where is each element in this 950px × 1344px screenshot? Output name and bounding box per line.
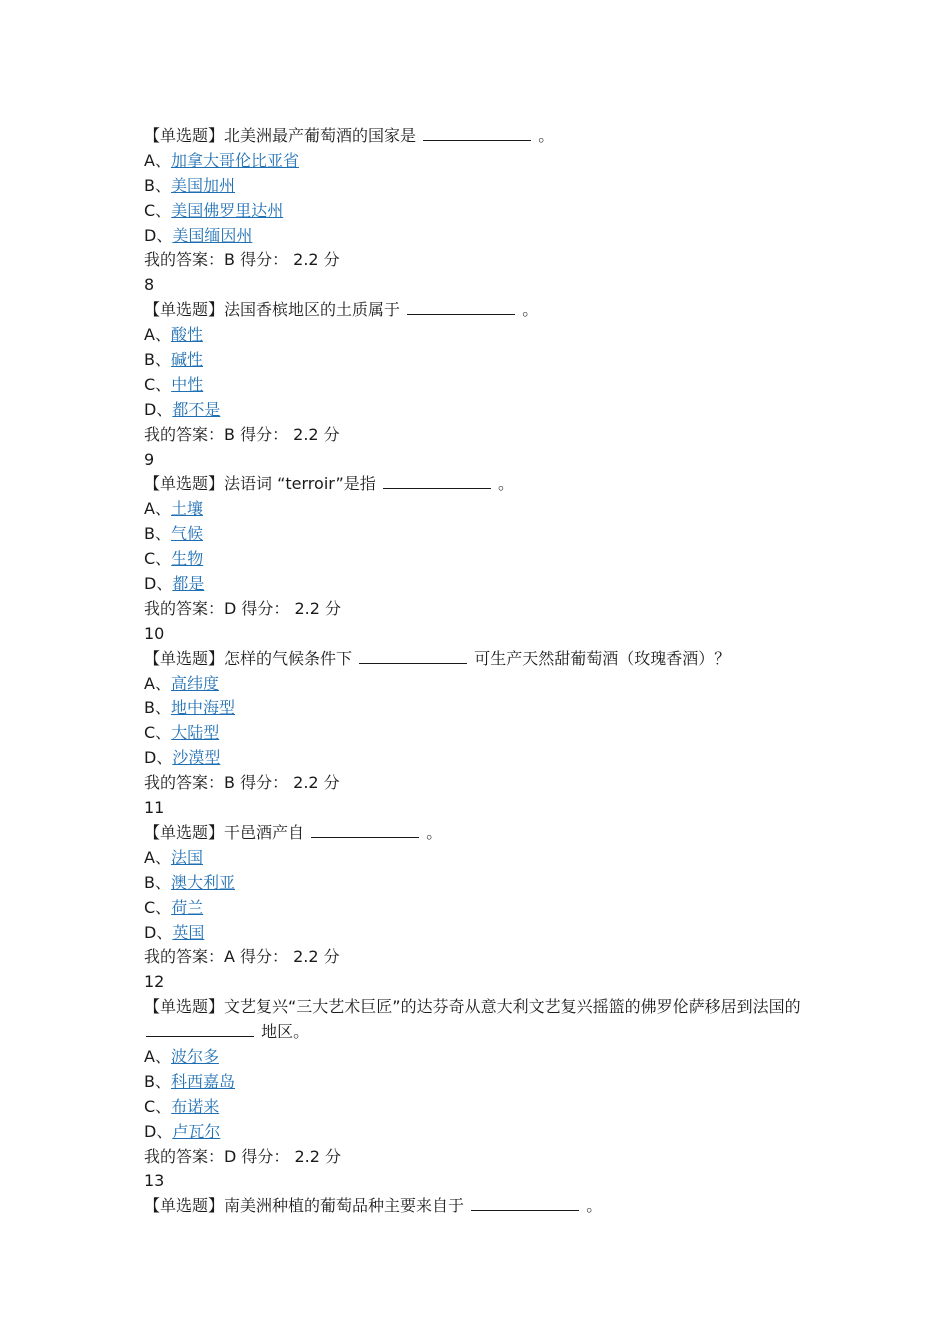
option-letter: B、 bbox=[144, 698, 171, 718]
question-stem-text: 南美洲种植的葡萄品种主要来自于 bbox=[224, 1196, 465, 1216]
option-row bbox=[144, 1045, 824, 1070]
answer-blank bbox=[146, 1022, 254, 1037]
question-type-tag: 【单选题】 bbox=[144, 1196, 225, 1216]
option-row bbox=[144, 547, 824, 572]
option-letter: C、 bbox=[144, 723, 172, 743]
option-letter: A、 bbox=[144, 150, 171, 170]
option-letter: C、 bbox=[144, 549, 172, 569]
option-letter: D、 bbox=[144, 748, 173, 768]
question-stem bbox=[144, 821, 824, 846]
question-type-tag: 【单选题】 bbox=[144, 126, 225, 145]
question-type-tag: 【单选题】 bbox=[144, 474, 225, 494]
my-answer-line: 我的答案：D 得分： 2.2 分 bbox=[144, 1146, 342, 1166]
option-row bbox=[144, 224, 824, 249]
question-stem bbox=[144, 1194, 824, 1219]
question-stem-text: 干邑酒产自 bbox=[224, 822, 305, 842]
option-row bbox=[144, 398, 824, 423]
option-link[interactable]: 英国 bbox=[172, 922, 205, 942]
answer-blank bbox=[407, 300, 515, 315]
option-letter: A、 bbox=[144, 673, 171, 693]
option-link[interactable]: 都是 bbox=[172, 574, 205, 594]
option-row bbox=[144, 672, 824, 697]
option-letter: D、 bbox=[144, 922, 173, 942]
option-row bbox=[144, 871, 824, 896]
option-letter: B、 bbox=[144, 872, 171, 892]
answer-blank bbox=[383, 474, 491, 489]
option-letter: B、 bbox=[144, 175, 171, 195]
option-row bbox=[144, 373, 824, 398]
question-block bbox=[144, 796, 824, 970]
my-answer-line: 我的答案：B 得分： 2.2 分 bbox=[144, 773, 340, 793]
question-stem bbox=[144, 647, 824, 672]
option-row bbox=[144, 1120, 824, 1145]
option-link[interactable]: 波尔多 bbox=[170, 1046, 219, 1066]
option-link[interactable]: 高纬度 bbox=[170, 673, 219, 693]
option-link[interactable]: 大陆型 bbox=[171, 723, 220, 743]
option-link[interactable]: 美国加州 bbox=[170, 175, 235, 195]
option-link[interactable]: 沙漠型 bbox=[172, 748, 221, 768]
question-number: 12 bbox=[144, 972, 165, 992]
question-stem-tail: 。 bbox=[498, 474, 515, 494]
question-stem bbox=[144, 124, 824, 149]
option-letter: C、 bbox=[144, 897, 172, 917]
question-stem-text: 怎样的气候条件下 bbox=[224, 648, 353, 668]
option-row bbox=[144, 721, 824, 746]
option-link[interactable]: 都不是 bbox=[172, 399, 221, 419]
option-letter: C、 bbox=[144, 200, 172, 220]
question-number: 9 bbox=[144, 449, 155, 469]
option-letter: D、 bbox=[144, 574, 173, 594]
question-type-tag: 【单选题】 bbox=[144, 648, 225, 668]
question-stem-tail: 。 bbox=[426, 822, 443, 842]
question-number: 13 bbox=[144, 1171, 165, 1191]
option-link[interactable]: 布诺来 bbox=[171, 1096, 220, 1116]
option-link[interactable]: 碱性 bbox=[170, 350, 203, 370]
option-link[interactable]: 加拿大哥伦比亚省 bbox=[170, 150, 299, 170]
option-letter: D、 bbox=[144, 399, 173, 419]
option-link[interactable]: 气候 bbox=[170, 524, 203, 544]
option-link[interactable]: 土壤 bbox=[170, 499, 203, 519]
question-type-tag: 【单选题】 bbox=[144, 822, 225, 842]
question-stem-text: 北美洲最产葡萄酒的国家是 bbox=[224, 126, 417, 145]
question-stem-tail: 。 bbox=[586, 1196, 603, 1216]
document-body bbox=[144, 124, 824, 1219]
option-letter: B、 bbox=[144, 524, 171, 544]
option-link[interactable]: 澳大利亚 bbox=[170, 872, 235, 892]
my-answer-line: 我的答案：A 得分： 2.2 分 bbox=[144, 947, 340, 967]
option-row bbox=[144, 896, 824, 921]
answer-blank bbox=[359, 649, 467, 664]
option-letter: A、 bbox=[144, 325, 171, 345]
option-link[interactable]: 荷兰 bbox=[171, 897, 204, 917]
question-number: 8 bbox=[144, 275, 155, 295]
question-stem-tail: 可生产天然甜葡萄酒（玫瑰香酒）？ bbox=[474, 648, 731, 668]
option-row bbox=[144, 149, 824, 174]
option-letter: A、 bbox=[144, 847, 171, 867]
option-row bbox=[144, 348, 824, 373]
option-row bbox=[144, 846, 824, 871]
question-block bbox=[144, 1169, 824, 1219]
question-block bbox=[144, 448, 824, 622]
option-link[interactable]: 美国缅因州 bbox=[172, 225, 253, 245]
question-stem-tail: 。 bbox=[538, 126, 555, 145]
answer-blank bbox=[471, 1196, 579, 1211]
my-answer-line: 我的答案：B 得分： 2.2 分 bbox=[144, 424, 340, 444]
option-letter: A、 bbox=[144, 499, 171, 519]
option-link[interactable]: 卢瓦尔 bbox=[172, 1121, 221, 1141]
option-letter: C、 bbox=[144, 1096, 172, 1116]
option-row bbox=[144, 1095, 824, 1120]
question-stem-text: 文艺复兴“三大艺术巨匠”的达芬奇从意大利文艺复兴摇篮的佛罗伦萨移居到法国的 bbox=[224, 997, 801, 1017]
option-row bbox=[144, 921, 824, 946]
question-block bbox=[144, 622, 824, 796]
option-link[interactable]: 地中海型 bbox=[170, 698, 235, 718]
question-stem-tail: 。 bbox=[522, 300, 539, 320]
option-row bbox=[144, 323, 824, 348]
answer-blank bbox=[311, 823, 419, 838]
option-letter: D、 bbox=[144, 1121, 173, 1141]
option-row bbox=[144, 572, 824, 597]
question-stem bbox=[144, 472, 824, 497]
question-stem-text: 法语词 “terroir”是指 bbox=[224, 474, 376, 494]
option-link[interactable]: 美国佛罗里达州 bbox=[171, 200, 284, 220]
question-block bbox=[144, 970, 824, 1169]
question-stem-text: 法国香槟地区的土质属于 bbox=[224, 300, 401, 320]
question-number: 11 bbox=[144, 798, 165, 818]
option-row bbox=[144, 746, 824, 771]
option-row bbox=[144, 199, 824, 224]
option-letter: A、 bbox=[144, 1046, 171, 1066]
my-answer-line: 我的答案：B 得分： 2.2 分 bbox=[144, 250, 340, 270]
option-letter: B、 bbox=[144, 1071, 171, 1091]
option-link[interactable]: 科西嘉岛 bbox=[170, 1071, 235, 1091]
option-row bbox=[144, 1070, 824, 1095]
option-link[interactable]: 法国 bbox=[170, 847, 203, 867]
question-block bbox=[144, 273, 824, 447]
question-type-tag: 【单选题】 bbox=[144, 300, 225, 320]
my-answer-line: 我的答案：D 得分： 2.2 分 bbox=[144, 598, 342, 618]
question-stem bbox=[144, 995, 824, 1045]
question-stem-tail: 地区。 bbox=[261, 1022, 310, 1042]
option-link[interactable]: 生物 bbox=[171, 549, 204, 569]
question-number: 10 bbox=[144, 623, 165, 643]
option-row bbox=[144, 174, 824, 199]
option-letter: D、 bbox=[144, 225, 173, 245]
option-row bbox=[144, 522, 824, 547]
option-letter: C、 bbox=[144, 374, 172, 394]
option-letter: B、 bbox=[144, 350, 171, 370]
option-row bbox=[144, 696, 824, 721]
question-stem bbox=[144, 298, 824, 323]
option-link[interactable]: 中性 bbox=[171, 374, 204, 394]
answer-blank bbox=[423, 126, 531, 141]
question-block bbox=[144, 124, 824, 273]
option-link[interactable]: 酸性 bbox=[170, 325, 203, 345]
question-type-tag: 【单选题】 bbox=[144, 997, 225, 1017]
option-row bbox=[144, 497, 824, 522]
